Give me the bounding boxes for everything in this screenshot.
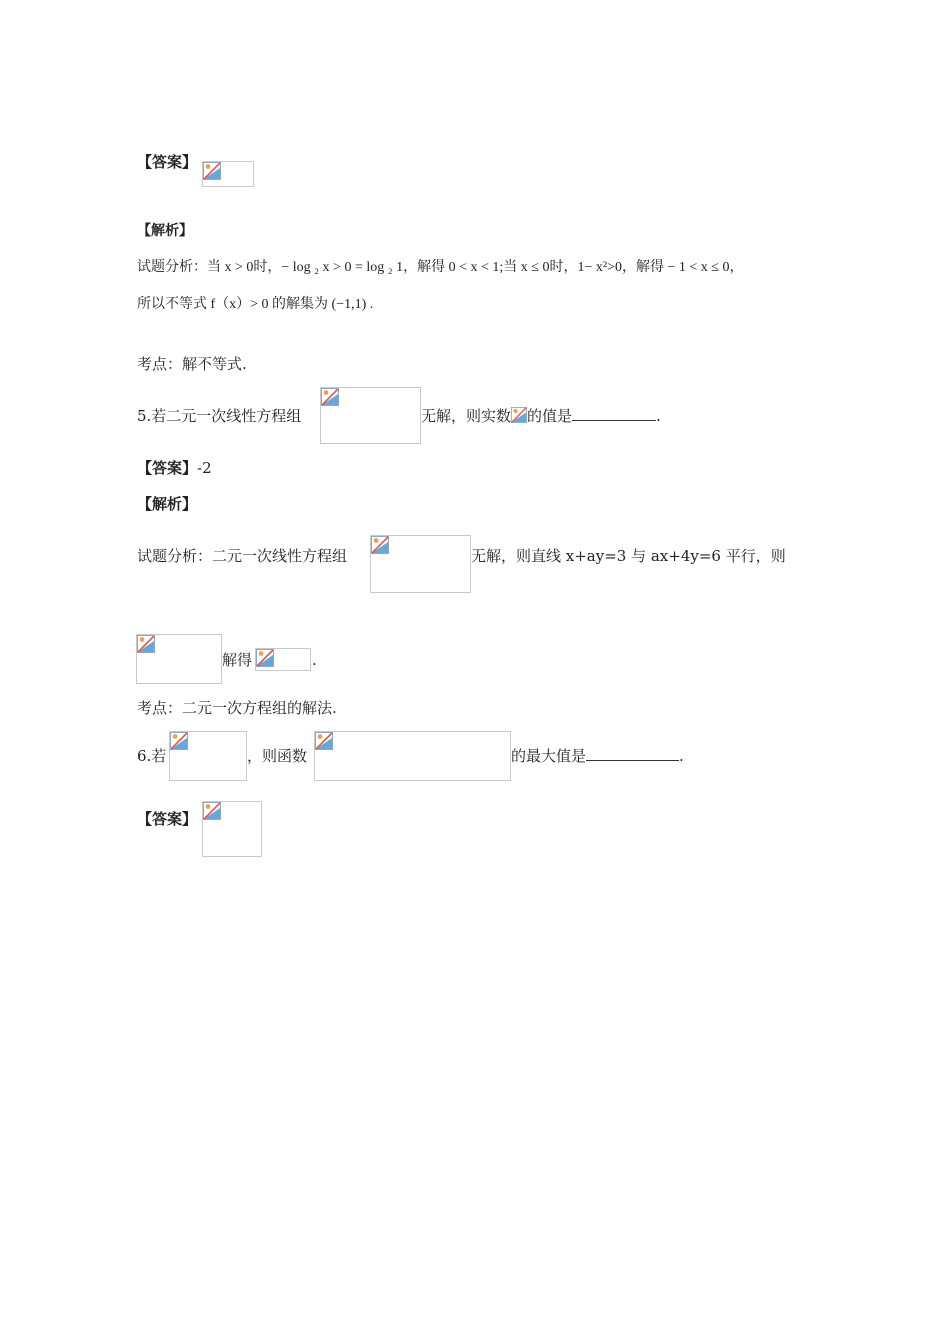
q6-answer-blank (586, 748, 679, 761)
broken-image-icon (203, 162, 221, 180)
q5-answer-value: -2 (197, 459, 212, 477)
q5-answer (137, 458, 212, 478)
q5-question-prefix: 5.若二元一次线性方程组 (137, 407, 302, 425)
q5-question-suffix: 的值是 (527, 407, 573, 425)
broken-image-icon (203, 802, 221, 820)
broken-image-icon (137, 635, 155, 653)
broken-image-icon (256, 649, 274, 667)
q5-solve-text: 解得 (222, 651, 253, 669)
q5-answer-blank (572, 408, 656, 421)
q4-analysis-line1: 试题分析：当 x > 0时，− log ₂ x > 0 = log ₂ 1，解得 0 < x < 1;当 x ≤ 0时，1− x²>0，解得 − 1 < x ≤ 0， (137, 260, 744, 275)
q4-answer-label: 【答案】 (137, 153, 198, 171)
broken-image-icon (170, 732, 188, 750)
q5-question-end: . (656, 407, 661, 425)
q5-question-text (421, 406, 661, 426)
q5-equation-system-image (320, 387, 421, 444)
q5-answer-label: 【答案】 (137, 459, 198, 477)
q6-question-prefix: 6.若 (137, 747, 167, 765)
q5-question-mid: 无解，则实数 (421, 407, 512, 425)
q6-answer-label: 【答案】 (137, 810, 198, 828)
broken-image-icon (371, 536, 389, 554)
q4-answer-image (202, 161, 254, 187)
broken-image-icon (511, 407, 527, 423)
q5-point: 考点：二元一次方程组的解法. (137, 699, 337, 717)
q4-point: 考点：解不等式. (137, 355, 247, 373)
q5-condition-image (136, 634, 222, 684)
broken-image-icon (315, 732, 333, 750)
q6-question-end: . (679, 747, 684, 765)
q5-solve-end: . (312, 651, 317, 669)
q6-answer-image (202, 801, 262, 857)
q5-analysis-prefix: 试题分析：二元一次线性方程组 (137, 547, 348, 565)
broken-image-icon (321, 388, 339, 406)
q5-analysis-suffix: 无解，则直线 x+ay=3 与 ax+4y=6 平行，则 (471, 547, 786, 565)
q6-function-image (314, 731, 511, 781)
q6-question-text (511, 746, 684, 766)
q6-question-mid: ，则函数 (247, 747, 308, 765)
q4-analysis-label: 【解析】 (137, 223, 193, 239)
q6-question-suffix: 的最大值是 (511, 747, 587, 765)
q5-analysis-equation-image (370, 535, 471, 593)
q5-analysis-label: 【解析】 (137, 495, 198, 513)
q6-condition-image (169, 731, 247, 781)
q4-analysis-line2: 所以不等式 f（x）> 0 的解集为 (−1,1) . (137, 297, 374, 312)
q5-solution-image (255, 648, 311, 671)
